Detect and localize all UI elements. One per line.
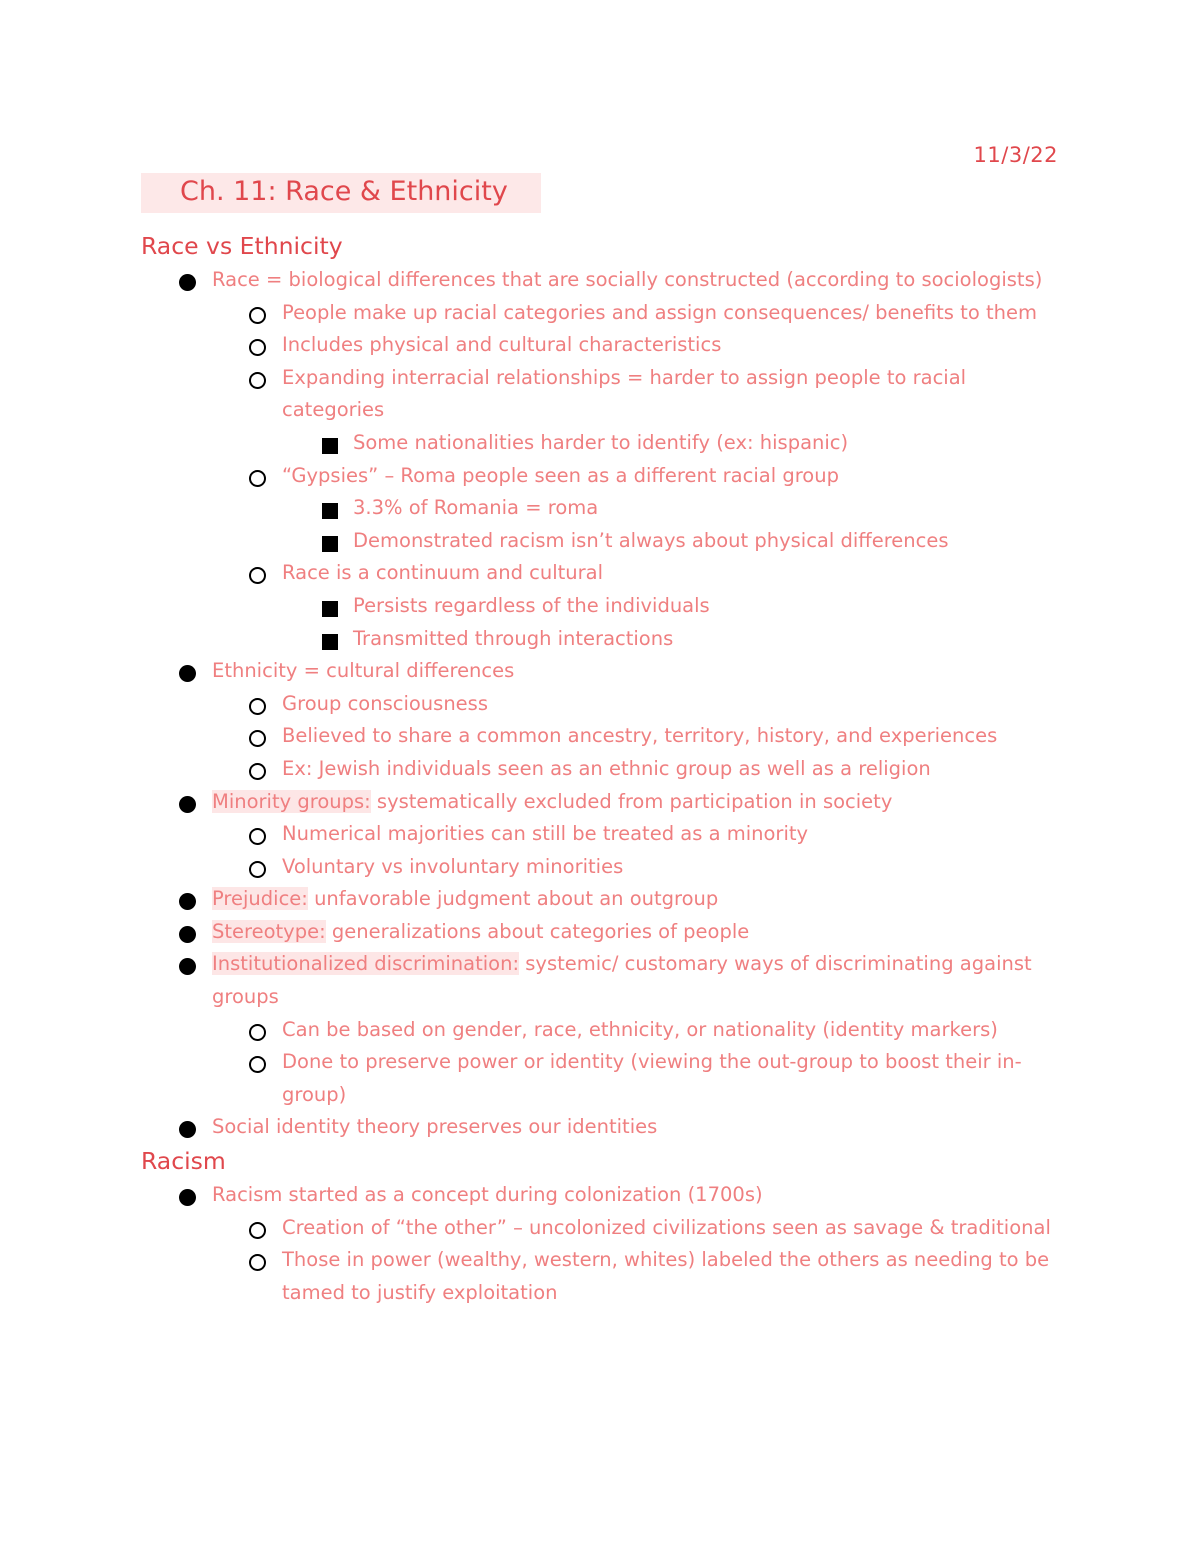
item-text: Some nationalities harder to identify (ex: hispanic) [353,430,849,454]
hollow-circle-bullet-icon [249,339,266,356]
square-bullet-icon [322,503,338,519]
list-item [141,1046,1061,1111]
note-date: 11/3/22 [973,143,1058,167]
hollow-circle-bullet-icon [249,763,266,780]
item-text: systemic/ customary ways of discriminating against groups [212,952,1032,1009]
filled-circle-bullet-icon [179,958,196,975]
hollow-circle-bullet-icon [249,470,266,487]
list-item [141,329,1061,362]
term-highlight: Institutionalized discrimination: [212,952,520,976]
hollow-circle-bullet-icon [249,1254,266,1271]
item-text: Those in power (wealthy, western, whites) labeled the others as needing to be tamed to justify exploitation [282,1248,1050,1304]
item-text: generalizations about categories of people [325,919,750,943]
item-text: Voluntary vs involuntary minorities [282,854,624,878]
square-bullet-icon [322,438,338,454]
filled-circle-bullet-icon [179,1189,196,1206]
item-text: Creation of “the other” – uncolonized civilizations seen as savage & traditional [282,1215,1051,1239]
term-highlight: Stereotype: [212,919,326,943]
item-text: Race is a continuum and cultural [282,561,604,585]
list-item [141,525,1061,558]
list-item [141,297,1061,330]
notes-body [141,229,1061,1309]
list-item [141,948,1061,1013]
item-text: Group consciousness [282,691,488,715]
hollow-circle-bullet-icon [249,828,266,845]
item-text: Transmitted through interactions [353,626,674,650]
item-text: unfavorable judgment about an outgroup [307,887,719,911]
list-item [141,557,1061,590]
page-title: Ch. 11: Race & Ethnicity [180,176,508,207]
hollow-circle-bullet-icon [249,1056,266,1073]
list-item [141,1111,1061,1144]
filled-circle-bullet-icon [179,926,196,943]
list-item [141,688,1061,721]
hollow-circle-bullet-icon [249,1222,266,1239]
item-text: Persists regardless of the individuals [353,593,710,617]
square-bullet-icon [322,601,338,617]
list-item [141,264,1061,297]
list-item [141,362,1061,427]
list-item [141,916,1061,949]
filled-circle-bullet-icon [179,274,196,291]
item-text: Believed to share a common ancestry, territory, history, and experiences [282,724,998,748]
hollow-circle-bullet-icon [249,1024,266,1041]
item-text: Social identity theory preserves our identities [212,1115,658,1139]
section-heading: Racism [141,1147,226,1176]
list-item [141,1244,1061,1309]
hollow-circle-bullet-icon [249,698,266,715]
filled-circle-bullet-icon [179,665,196,682]
hollow-circle-bullet-icon [249,372,266,389]
item-text: Includes physical and cultural characteristics [282,333,722,357]
list-item [141,851,1061,884]
item-text: Numerical majorities can still be treated as a minority [282,822,809,846]
filled-circle-bullet-icon [179,1121,196,1138]
hollow-circle-bullet-icon [249,307,266,324]
item-text: Racism started as a concept during colonization (1700s) [212,1183,763,1207]
list-item [141,460,1061,493]
list-item [141,818,1061,851]
hollow-circle-bullet-icon [249,730,266,747]
item-text: 3.3% of Romania = roma [353,496,599,520]
filled-circle-bullet-icon [179,893,196,910]
item-text: Done to preserve power or identity (viewing the out-group to boost their in-group) [282,1050,1022,1106]
item-text: Ex: Jewish individuals seen as an ethnic group as well as a religion [282,756,931,780]
list-item [141,590,1061,623]
item-text: Race = biological differences that are socially constructed (according to sociologists) [212,268,1043,291]
list-item [141,1212,1061,1245]
list-item [141,720,1061,753]
term-highlight: Minority groups: [212,789,371,813]
item-text: Can be based on gender, race, ethnicity, or nationality (identity markers) [282,1017,998,1041]
hollow-circle-bullet-icon [249,861,266,878]
list-item [141,883,1061,916]
list-item [141,623,1061,656]
list-item [141,427,1061,460]
item-text: Demonstrated racism isn’t always about physical differences [353,528,949,552]
hollow-circle-bullet-icon [249,567,266,584]
section-heading: Race vs Ethnicity [141,232,343,260]
term-highlight: Prejudice: [212,887,308,911]
item-text: Ethnicity = cultural differences [212,659,515,683]
filled-circle-bullet-icon [179,796,196,813]
list-item [141,1179,1061,1212]
list-item [141,655,1061,688]
square-bullet-icon [322,634,338,650]
item-text: systematically excluded from participation in society [370,789,893,813]
item-text: People make up racial categories and assign consequences/ benefits to them [282,300,1037,324]
item-text: Expanding interracial relationships = harder to assign people to racial categories [282,365,967,422]
square-bullet-icon [322,536,338,552]
list-item [141,786,1061,819]
list-item [141,753,1061,786]
list-item [141,1014,1061,1047]
item-text: “Gypsies” – Roma people seen as a different racial group [282,463,839,487]
list-item [141,492,1061,525]
